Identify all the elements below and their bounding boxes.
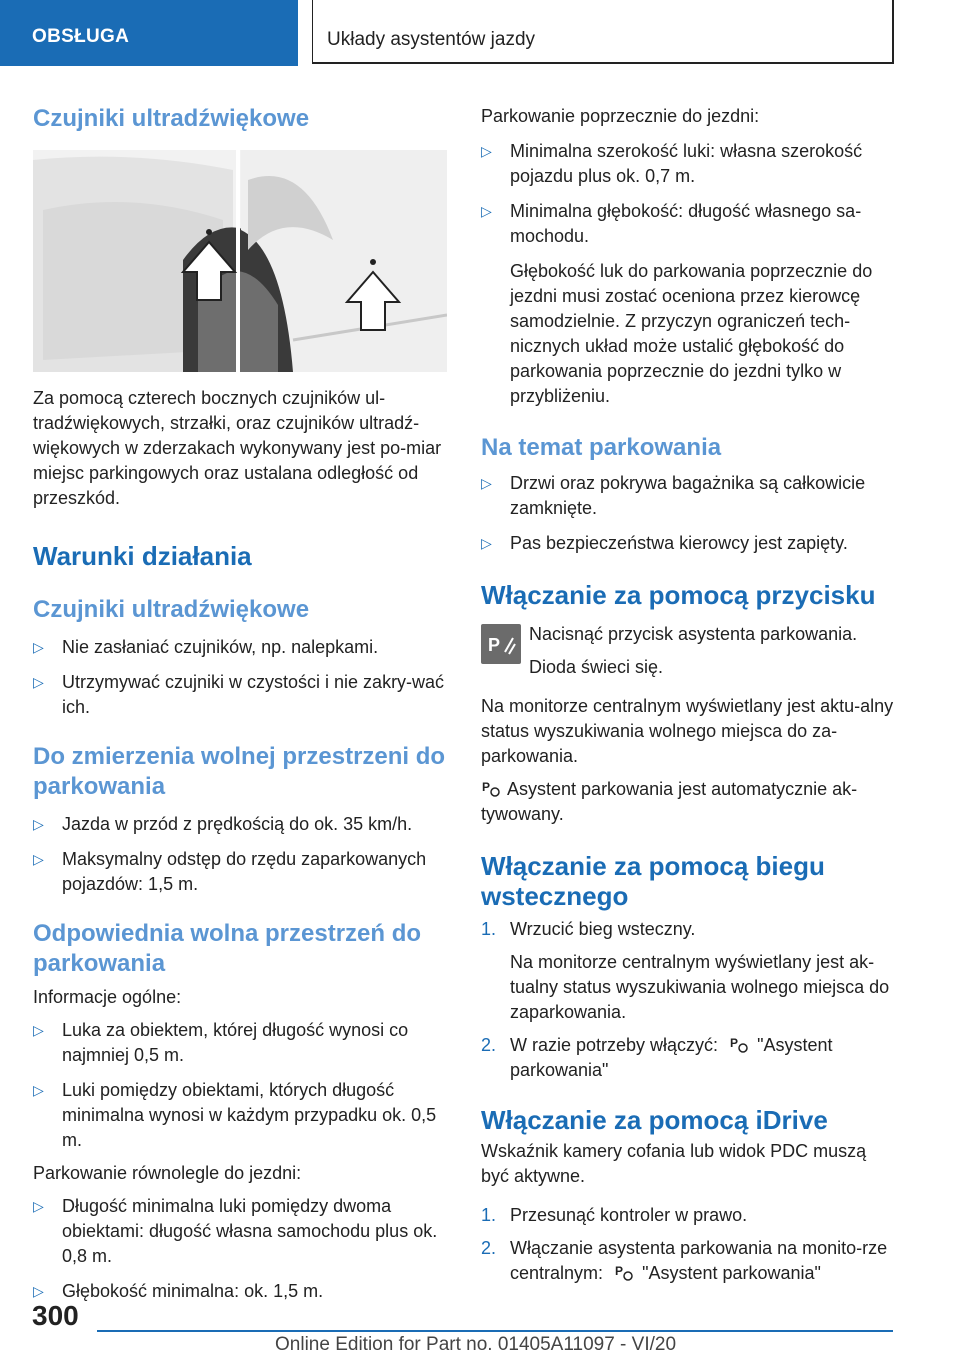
reverse-sub: Na monitorze centralnym wyświetlany jest ak-tualny status wyszukiwania wolnego miejsca do zaparkowania.: [510, 952, 890, 1022]
parking-assistant-icon: [729, 1034, 751, 1054]
right-column: [481, 96, 896, 1286]
triangle-right-icon: ▷: [33, 851, 44, 867]
heading-idrive: Włączanie za pomocą iDrive: [481, 1105, 828, 1135]
parking-assistant-button-icon: [481, 624, 521, 664]
list-item: ▷ Głębokość minimalna: ok. 1,5 m.: [33, 1279, 447, 1304]
triangle-right-icon: ▷: [33, 1283, 44, 1299]
heading-about: Na temat parkowania: [481, 434, 722, 461]
svg-text:P: P: [730, 1036, 739, 1050]
sensor-illustration: [33, 150, 447, 372]
triangle-right-icon: ▷: [33, 674, 44, 690]
button-text-1: Nacisnąć przycisk asystenta parkowania.: [529, 624, 858, 644]
heading-reverse: Włączanie za pomocą biegu wstecznego: [481, 851, 825, 911]
list-item: ▷ Jazda w przód z prędkością do ok. 35 km/h.: [33, 812, 447, 837]
svg-text:P: P: [488, 635, 501, 655]
idrive-text: Wskaźnik kamery cofania lub widok PDC muszą być aktywne.: [481, 1141, 867, 1186]
list-item: ▷ Nie zasłaniać czujników, np. nalepkami.: [33, 635, 447, 660]
list-item: 1. Przesunąć kontroler w prawo.: [481, 1205, 748, 1225]
parking-assistant-icon: [614, 1262, 636, 1282]
general-label: Informacje ogólne:: [33, 987, 182, 1007]
list-item: 2. Włączanie asystenta parkowania na monito-rze centralnym: P "Asystent parkowania": [481, 1238, 888, 1283]
perp-label: Parkowanie poprzecznie do jezdni:: [481, 106, 760, 126]
auto-text: Asystent parkowania jest automatycznie ak-tywowany.: [481, 779, 858, 824]
footer-divider: [97, 1330, 893, 1332]
monitor-text: Na monitorze centralnym wyświetlany jest aktu-alny status wyszukiwania wolnego miejsca do za-parkowania.: [481, 696, 894, 766]
parallel-label: Parkowanie równolegle do jezdni:: [33, 1163, 302, 1183]
triangle-right-icon: ▷: [33, 816, 44, 832]
triangle-right-icon: ▷: [33, 639, 44, 655]
heading-button: Włączanie za pomocą przycisku: [481, 580, 876, 610]
heading-sensors: Czujniki ultradźwiękowe: [33, 105, 310, 132]
list-item: 1. Wrzucić bieg wsteczny.: [481, 919, 696, 939]
button-instruction: [481, 622, 896, 680]
svg-text:P: P: [615, 1264, 624, 1278]
edition-text: Online Edition for Part no. 01405A11097 - VI/20: [275, 1334, 677, 1355]
auto-text-para: [481, 777, 896, 827]
header-section: OBSŁUGA: [32, 26, 130, 47]
page-number: 300: [32, 1300, 79, 1331]
intro-text: Za pomocą czterech bocznych czujników ul-tradźwiękowych, strzałki, oraz czujników ultradź-więkowych w zderzakach wykonywany jest po-miar miejsc parkingowych oraz ustalana odległość od przeszkód.: [33, 388, 442, 508]
list-item: ▷ Luka za obiektem, której długość wynosi co najmniej 0,5 m.: [33, 1020, 409, 1065]
list-item: ▷ Utrzymywać czujniki w czystości i nie zakry-wać ich.: [33, 672, 445, 717]
triangle-right-icon: ▷: [33, 1022, 44, 1038]
list-item: ▷ Maksymalny odstęp do rzędu zaparkowanych pojazdów: 1,5 m.: [33, 849, 427, 894]
car-sensor-image: [33, 150, 447, 372]
svg-text:P: P: [482, 780, 491, 794]
list-item: ▷ Długość minimalna luki pomiędzy dwoma obiektami: długość własna samochodu plus ok. 0,8 m.: [33, 1196, 438, 1266]
heading-sensors-2: Czujniki ultradźwiękowe: [33, 596, 310, 623]
list-item: ▷ Drzwi oraz pokrywa bagażnika są całkowicie zamknięte.: [481, 473, 866, 518]
triangle-right-icon: ▷: [33, 1198, 44, 1214]
list-item: ▷ Minimalna głębokość: długość własnego sa-mochodu.: [481, 201, 862, 246]
triangle-right-icon: ▷: [481, 535, 492, 551]
triangle-right-icon: ▷: [481, 475, 492, 491]
parking-assistant-icon: [481, 778, 503, 798]
header-section-tab: [0, 0, 298, 66]
triangle-right-icon: ▷: [481, 143, 492, 159]
list-item: ▷ Pas bezpieczeństwa kierowcy jest zapięty.: [481, 531, 896, 556]
perp-note: Głębokość luk do parkowania poprzecznie do jezdni musi zostać oceniona przez kierowcę samodzielnie. Z przyczyn ograniczeń tech-nicznych układ może ustalić głębokość do parkowania poprzecznie do jezdni tylko w przybliżeniu.: [510, 261, 873, 406]
list-item: ▷ Minimalna szerokość luki: własna szerokość pojazdu plus ok. 0,7 m.: [481, 141, 863, 186]
list-item: ▷ Luki pomiędzy obiektami, których długość minimalna wynosi w każdym przypadku ok. 0,5 m.: [33, 1080, 437, 1150]
left-column: [33, 96, 447, 1304]
triangle-right-icon: ▷: [481, 203, 492, 219]
heading-measure: Do zmierzenia wolnej przestrzeni do parkowania: [33, 743, 446, 800]
header-chapter-box: [312, 0, 894, 64]
heading-space: Odpowiednia wolna przestrzeń do parkowania: [33, 920, 422, 977]
list-item: 2. W razie potrzeby włączyć: P "Asystent parkowania": [481, 1035, 833, 1080]
triangle-right-icon: ▷: [33, 1082, 44, 1098]
heading-conditions: Warunki działania: [33, 541, 252, 571]
button-text-2: Dioda świeci się.: [529, 657, 664, 677]
header-chapter: Układy asystentów jazdy: [327, 29, 536, 50]
